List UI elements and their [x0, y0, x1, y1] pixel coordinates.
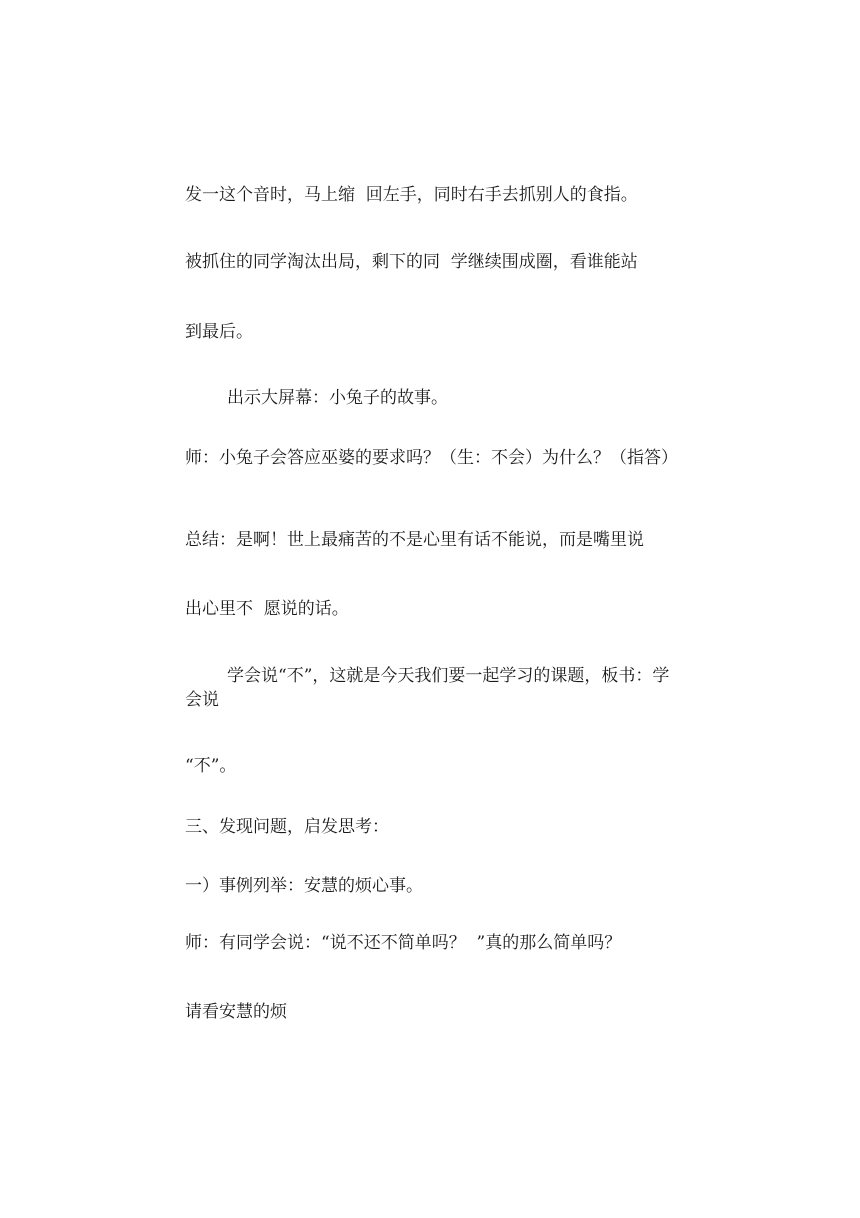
section-heading: 三、发现问题，启发思考：: [185, 817, 389, 837]
paragraph-line-2: 被抓住的同学淘汰出局，剩下的同 学继续围成圈，看谁能站: [185, 252, 638, 272]
paragraph-line-7: 出心里不 愿说的话。: [185, 599, 349, 619]
paragraph-line-6: 总结：是啊！世上最痛苦的不是心里有话不能说，而是嘴里说: [185, 530, 644, 550]
paragraph-line-9: “不”。: [185, 756, 237, 776]
paragraph-line-3: 到最后。: [185, 322, 253, 342]
paragraph-line-13: 请看安慧的烦: [185, 1002, 287, 1022]
paragraph-line-1: 发一这个音时，马上缩 回左手，同时右手去抓别人的食指。: [185, 185, 638, 205]
paragraph-line-8: 学会说“不”，这就是今天我们要一起学习的课题，板书：学会说: [185, 666, 670, 710]
paragraph-line-12: 师：有同学会说：“说不还不简单吗？ ”真的那么简单吗？: [185, 933, 622, 953]
paragraph-line-4: 出示大屏幕：小兔子的故事。: [227, 388, 448, 408]
subsection-heading: 一）事例列举：安慧的烦心事。: [185, 876, 423, 896]
paragraph-line-5: 师：小兔子会答应巫婆的要求吗？（生：不会）为什么？（指答）: [185, 448, 678, 468]
